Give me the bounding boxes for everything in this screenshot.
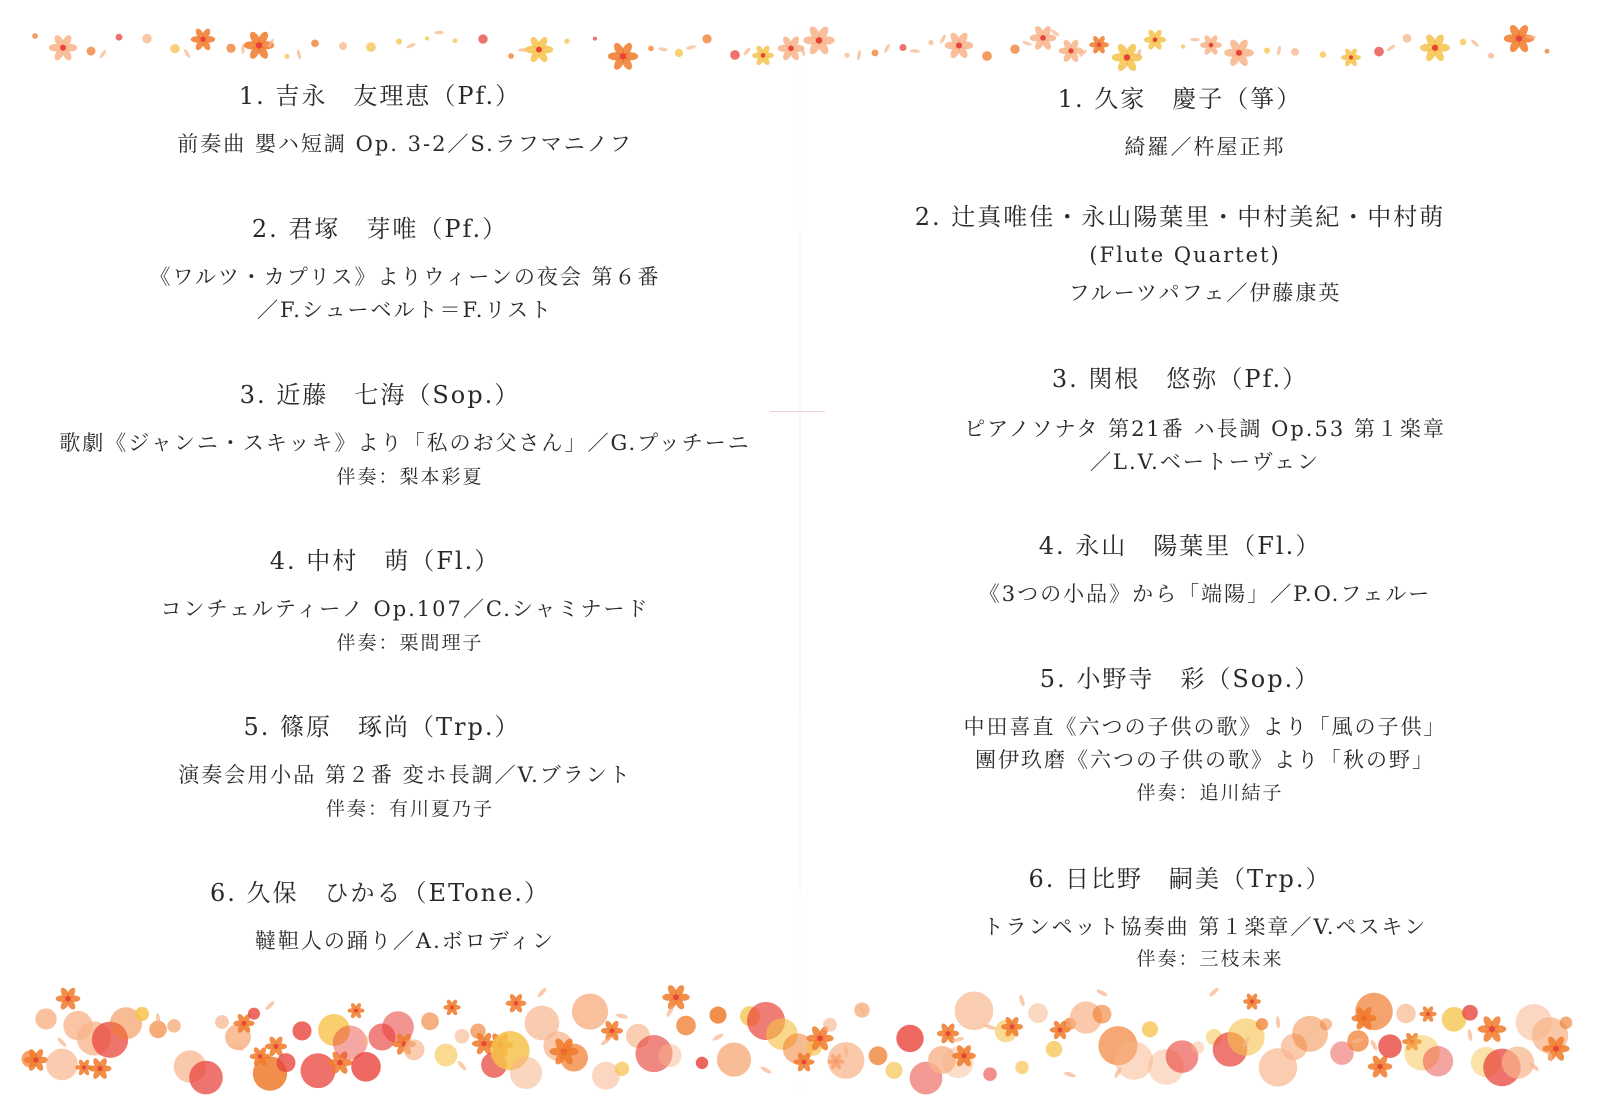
petal-dot-icon xyxy=(1010,45,1019,54)
performer-name: 5. 篠原 琢尚（Trp.） xyxy=(243,713,521,741)
petal-dot-icon xyxy=(899,44,906,51)
piece-title: 《3つの小品》から「端陽」／P.O.フェルー xyxy=(978,582,1432,606)
flower-icon xyxy=(1243,993,1261,1011)
leaf-icon xyxy=(910,49,920,53)
fold-mark xyxy=(770,411,825,412)
petal-dot-icon xyxy=(87,47,96,56)
leaf-icon xyxy=(56,1037,67,1048)
bubble-flower-icon xyxy=(435,1044,458,1067)
flower-icon xyxy=(752,44,774,66)
petal-dot-icon xyxy=(339,42,347,50)
petal-dot-icon xyxy=(116,34,123,41)
bubble-flower-icon xyxy=(1046,1041,1062,1057)
performer-name: 1. 久家 慶子（箏） xyxy=(1057,85,1303,113)
leaf-icon xyxy=(742,47,751,57)
piece-title: 前奏曲 嬰ハ短調 Op. 3-2／S.ラフマニノフ xyxy=(177,132,633,156)
petal-dot-icon xyxy=(366,42,376,52)
flower-icon xyxy=(1478,1015,1507,1044)
petal-dot-icon xyxy=(311,39,319,47)
bubble-flower-icon xyxy=(696,1057,708,1069)
flower-icon xyxy=(443,999,460,1016)
leaf-icon xyxy=(99,49,108,59)
performer-name: 6. 日比野 嗣美（Trp.） xyxy=(1028,865,1332,893)
leaf-icon xyxy=(1467,1029,1473,1042)
petal-dot-icon xyxy=(648,46,654,52)
bubble-flower-icon xyxy=(658,1044,681,1067)
bubble-flower-icon xyxy=(135,1007,149,1021)
leaf-icon xyxy=(1022,40,1033,47)
flower-icon xyxy=(525,35,553,63)
bubble-flower-icon xyxy=(1115,1041,1153,1079)
leaf-icon xyxy=(1064,1071,1077,1078)
bubble-flower-icon xyxy=(248,1008,260,1020)
flower-icon xyxy=(1419,1005,1436,1022)
piece-title: フルーツパフェ／伊藤康英 xyxy=(1068,281,1342,305)
flower-icon xyxy=(1030,25,1057,52)
leaf-icon xyxy=(1470,39,1480,48)
petal-dot-icon xyxy=(730,50,740,60)
leaf-icon xyxy=(616,1013,629,1020)
bubble-flower-icon xyxy=(35,1008,56,1029)
bubble-flower-icon xyxy=(1462,1005,1478,1021)
bubble-flower-icon xyxy=(167,1019,181,1033)
petal-dot-icon xyxy=(508,53,514,59)
performer-name: 2. 君塚 芽唯（Pf.） xyxy=(251,215,509,243)
bubble-flower-icon xyxy=(717,1042,751,1076)
bubble-flower-icon xyxy=(510,1057,542,1089)
accompanist: 伴奏：栗間理子 xyxy=(336,632,484,654)
petal-dot-icon xyxy=(844,53,849,58)
leaf-icon xyxy=(536,987,547,999)
petal-dot-icon xyxy=(226,44,235,53)
leaf-icon xyxy=(1018,994,1026,1007)
leaf-icon xyxy=(264,1000,276,1011)
petal-dot-icon xyxy=(142,34,152,44)
bubble-flower-icon xyxy=(277,1053,296,1072)
bubble-flower-icon xyxy=(301,1053,336,1088)
bubble-flower-icon xyxy=(1560,1016,1573,1029)
bubble-flower-icon xyxy=(823,1018,837,1032)
leaf-icon xyxy=(883,43,891,53)
performer-name: 4. 永山 陽葉里（Fl.） xyxy=(1038,532,1322,560)
bubble-flower-icon xyxy=(1396,1004,1416,1024)
leaf-icon xyxy=(1208,987,1220,998)
piece-title: コンチェルティーノ Op.107／C.シャミナード xyxy=(160,597,650,621)
petal-dot-icon xyxy=(1403,34,1412,43)
flower-icon xyxy=(803,25,834,56)
piece-composer: ／L.V.ベートーヴェン xyxy=(1090,450,1320,474)
leaf-icon xyxy=(1386,44,1396,53)
bubble-flower-icon xyxy=(1423,1046,1453,1076)
flower-icon xyxy=(1341,48,1361,68)
ensemble-label: (Flute Quartet) xyxy=(1089,243,1281,267)
flower-icon xyxy=(506,993,527,1014)
flower-icon xyxy=(1059,39,1084,64)
accompanist: 伴奏：梨本彩夏 xyxy=(336,466,484,488)
bubble-flower-icon xyxy=(869,1046,888,1065)
bubble-flower-icon xyxy=(1015,1061,1028,1074)
performer-name: 5. 小野寺 彩（Sop.） xyxy=(1039,665,1321,693)
bubble-flower-icon xyxy=(983,1067,997,1081)
leaf-icon xyxy=(760,1065,773,1074)
performer-name: 3. 近藤 七海（Sop.） xyxy=(239,381,521,409)
petal-dot-icon xyxy=(702,34,711,43)
bubble-flower-icon xyxy=(1355,993,1392,1030)
bubble-flower-icon xyxy=(421,1012,439,1030)
petal-dot-icon xyxy=(1544,49,1549,54)
leaf-icon xyxy=(296,49,302,60)
piece-title: ピアノソナタ 第21番 ハ長調 Op.53 第１楽章 xyxy=(964,417,1446,441)
leaf-icon xyxy=(856,50,861,60)
bubble-flower-icon xyxy=(1142,1021,1158,1037)
petal-dot-icon xyxy=(982,51,992,61)
petal-dot-icon xyxy=(675,49,683,57)
bubble-flower-icon xyxy=(1320,1018,1332,1030)
petal-dot-icon xyxy=(453,38,458,43)
accompanist: 伴奏：三枝未来 xyxy=(1136,948,1284,970)
leaf-icon xyxy=(1190,38,1200,42)
piece-title: 演奏会用小品 第２番 変ホ長調／V.ブラント xyxy=(178,763,632,787)
piece-title: 中田喜直《六つの子供の歌》より「風の子供」 xyxy=(963,715,1447,739)
petal-dot-icon xyxy=(1374,47,1384,57)
bubble-flower-icon xyxy=(455,1029,470,1044)
leaf-icon xyxy=(658,47,668,52)
bubble-flower-icon xyxy=(351,1052,381,1082)
flower-icon xyxy=(56,986,81,1011)
petal-dot-icon xyxy=(928,40,933,45)
petal-dot-icon xyxy=(1320,51,1327,58)
bubble-flower-icon xyxy=(896,1025,923,1052)
petal-dot-icon xyxy=(32,33,38,39)
bubble-flower-icon xyxy=(404,1039,425,1060)
flower-icon xyxy=(945,31,974,60)
flower-icon xyxy=(88,1057,111,1080)
petal-dot-icon xyxy=(170,44,179,53)
bubble-flower-icon xyxy=(1028,1003,1048,1023)
bubble-flower-icon xyxy=(292,1021,311,1040)
bubble-flower-icon xyxy=(709,1007,726,1024)
bubble-flower-icon xyxy=(189,1061,223,1095)
leaf-icon xyxy=(183,48,191,58)
page-fold xyxy=(799,0,801,1120)
flower-icon xyxy=(1224,38,1254,68)
petal-dot-icon xyxy=(425,36,429,40)
leaf-icon xyxy=(1276,45,1282,56)
flower-icon xyxy=(608,41,638,71)
leaf-icon xyxy=(1275,1016,1280,1028)
bubble-flower-icon xyxy=(1502,1046,1534,1078)
leaf-icon xyxy=(1369,1039,1378,1052)
flower-icon xyxy=(662,984,689,1011)
accompanist: 伴奏：有川夏乃子 xyxy=(325,798,495,820)
petal-dot-icon xyxy=(478,34,487,43)
petal-dot-icon xyxy=(1460,39,1467,46)
accompanist: 伴奏：追川結子 xyxy=(1136,782,1284,804)
leaf-icon xyxy=(434,31,444,35)
flower-icon xyxy=(1089,35,1109,55)
leaf-icon xyxy=(1096,988,1109,997)
piece-title: 歌劇《ジャンニ・スキッキ》より「私のお父さん」／G.プッチーニ xyxy=(59,431,751,455)
piece-title: 團伊玖磨《六つの子供の歌》より「秋の野」 xyxy=(975,748,1435,772)
bubble-flower-icon xyxy=(955,991,994,1030)
petal-dot-icon xyxy=(1181,44,1185,48)
piece-composer: ／F.シューベルト＝F.リスト xyxy=(256,298,554,322)
petal-dot-icon xyxy=(1488,53,1494,59)
petal-dot-icon xyxy=(872,50,879,57)
performer-name: 6. 久保 ひかる（ETone.） xyxy=(210,879,550,907)
performer-name: 3. 関根 悠弥（Pf.） xyxy=(1051,365,1309,393)
bubble-flower-icon xyxy=(615,1062,629,1076)
bubble-flower-icon xyxy=(560,1044,588,1072)
flower-icon xyxy=(191,27,215,51)
piece-title: 韃靼人の踊り／A.ボロディン xyxy=(254,929,556,953)
bubble-flower-icon xyxy=(1093,1005,1112,1024)
bubble-flower-icon xyxy=(676,1016,696,1036)
piece-title: 綺羅／杵屋正邦 xyxy=(1124,135,1286,159)
bubble-flower-icon xyxy=(215,1015,229,1029)
bubble-flower-icon xyxy=(572,994,608,1030)
bubble-flower-icon xyxy=(1378,1034,1402,1058)
flower-icon xyxy=(1200,34,1222,56)
flower-icon xyxy=(601,1020,623,1042)
bubble-flower-icon xyxy=(1256,1018,1268,1030)
piece-title: トランペット協奏曲 第１楽章／V.ペスキン xyxy=(982,915,1428,939)
flower-icon xyxy=(347,1002,364,1019)
leaf-icon xyxy=(939,34,947,44)
performer-name: 4. 中村 萌（Fl.） xyxy=(269,547,501,575)
piece-title: 《ワルツ・カプリス》よりウィーンの夜会 第６番 xyxy=(149,265,661,289)
bubble-flower-icon xyxy=(885,1062,902,1079)
leaf-icon xyxy=(686,45,697,51)
leaf-icon xyxy=(406,42,417,49)
flower-icon xyxy=(1144,29,1166,51)
performer-name: 2. 辻真唯佳・永山陽葉里・中村美紀・中村萌 xyxy=(914,203,1446,231)
bubble-flower-icon xyxy=(1192,1041,1204,1053)
petal-dot-icon xyxy=(564,39,569,44)
petal-dot-icon xyxy=(593,37,597,41)
petal-dot-icon xyxy=(285,54,290,59)
flower-icon xyxy=(49,34,77,62)
leaf-icon xyxy=(712,1032,725,1042)
petal-dot-icon xyxy=(396,38,402,44)
bubble-flower-icon xyxy=(46,1049,78,1081)
petal-dot-icon xyxy=(1264,48,1270,54)
leaf-icon xyxy=(456,1060,467,1072)
petal-dot-icon xyxy=(1291,48,1299,56)
performer-name: 1. 吉永 友理恵（Pf.） xyxy=(238,82,522,110)
flower-icon xyxy=(1420,33,1450,63)
